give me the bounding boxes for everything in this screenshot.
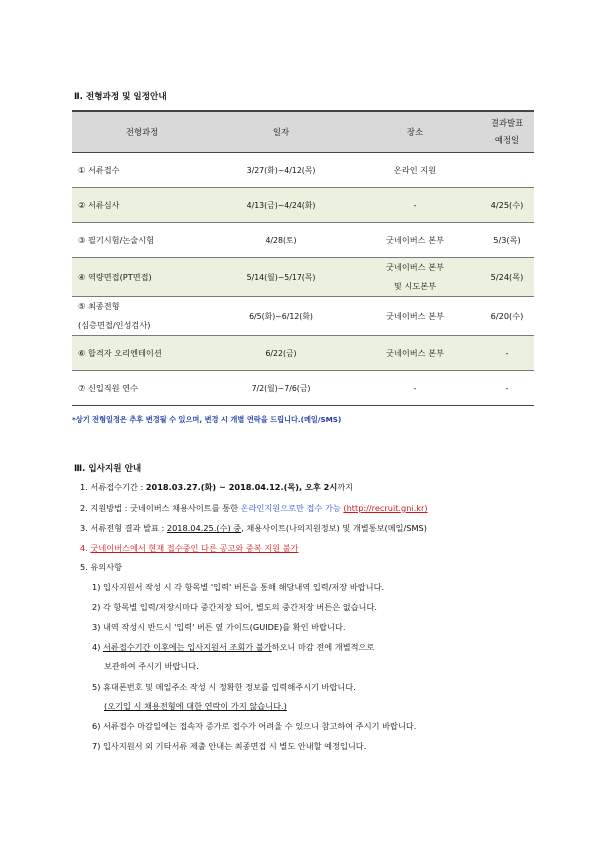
note-2: 2) 각 항목별 입력/저장시마다 중간저장 되어, 별도의 중간저장 버튼은 없습니다.: [92, 602, 377, 612]
cell-date: 5/14(월)~5/17(목): [212, 258, 350, 297]
item-3-line: [80, 523, 427, 534]
cell-stage: ⑦ 신입직원 연수: [72, 371, 212, 406]
note-3: 3) 내역 작성시 반드시 '입력' 버튼 옆 가이드(GUIDE)를 확인 바랍니다.: [92, 622, 346, 632]
note-7: 7) 입사지원서 외 기타서류 제출 안내는 최종면접 시 별도 안내할 예정입니다.: [92, 741, 367, 751]
cell-place: -: [350, 371, 480, 406]
note-5-line2: (오기입 시 채용전형에 대한 연락이 가지 않습니다.): [104, 701, 287, 711]
item-2-line: [80, 503, 428, 514]
schedule-table: [72, 110, 534, 406]
cell-place: 온라인 지원: [350, 153, 480, 188]
schedule-note: *상기 전형일정은 추후 변경될 수 있으며, 변경 시 개별 연락을 드립니다.(메일/SMS): [72, 415, 342, 424]
table-row: [72, 153, 534, 188]
cell-result: [480, 153, 534, 188]
item-1-line: [80, 482, 353, 493]
cell-stage: ② 서류심사: [72, 188, 212, 223]
cell-stage-line1: ⑤ 최종전형: [78, 301, 120, 311]
note-5-line1: 5) 휴대폰번호 및 메일주소 작성 시 정확한 정보를 입력해주시기 바랍니다.: [92, 682, 356, 692]
cell-stage: ① 서류접수: [72, 153, 212, 188]
cell-result: 5/3(목): [480, 223, 534, 258]
item-4-prefix: 4.: [80, 543, 91, 553]
header-place: 장소: [350, 111, 480, 153]
header-result: [480, 111, 534, 153]
header-stage: 전형과정: [72, 111, 212, 153]
cell-result: -: [480, 336, 534, 371]
cell-date: 6/22(금): [212, 336, 350, 371]
note-4-suffix: 하오니 마감 전에 개별적으로: [271, 642, 375, 652]
table-row: [72, 297, 534, 336]
item-2-prefix: 2. 지원방법 : 굿네이버스 채용사이트를 통한: [80, 503, 241, 513]
table-row: [72, 258, 534, 297]
note-4-line2: 보관하여 주시기 바랍니다.: [104, 661, 199, 671]
item-1-suffix: 까지: [337, 482, 354, 492]
note-1: 1) 입사지원서 작성 시 각 항목별 '입력' 버튼을 통해 해당내역 입력/저장 바랍니다.: [92, 582, 385, 592]
section-3-title: Ⅲ. 입사지원 안내: [74, 464, 142, 474]
table-row: [72, 371, 534, 406]
cell-result: 4/25(수): [480, 188, 534, 223]
cell-stage: [72, 297, 212, 336]
cell-date: 7/2(월)~7/6(금): [212, 371, 350, 406]
item-1-period: 2018.03.27.(화) ~ 2018.04.12.(목), 오후 2시: [145, 482, 338, 492]
cell-place: [350, 258, 480, 297]
item-1-prefix: 1. 서류접수기간 :: [80, 482, 146, 492]
section-2-title: Ⅱ. 전형과정 및 일정안내: [74, 92, 167, 102]
item-3-prefix: 3. 서류전형 결과 발표 :: [80, 523, 167, 533]
header-date: 일자: [212, 111, 350, 153]
cell-date: 3/27(화)~4/12(목): [212, 153, 350, 188]
cell-stage: ⑥ 합격자 오리엔테이션: [72, 336, 212, 371]
cell-place: 굿네이버스 본부: [350, 297, 480, 336]
cell-result: 6/20(수): [480, 297, 534, 336]
cell-date: 6/5(화)~6/12(화): [212, 297, 350, 336]
item-5-title: 5. 유의사항: [80, 562, 123, 572]
table-row: [72, 223, 534, 258]
header-result-line1: 결과발표: [490, 118, 524, 128]
cell-result: 5/24(목): [480, 258, 534, 297]
cell-place: 굿네이버스 본부: [350, 336, 480, 371]
cell-result: -: [480, 371, 534, 406]
table-row: [72, 188, 534, 223]
item-3-suffix: , 채용사이트(나의지원정보) 및 개별통보(메일/SMS): [241, 523, 427, 533]
cell-stage-line2: (심층면접/인성검사): [78, 320, 151, 330]
note-4-underlined: 서류접수기간 이후에는 입사지원서 조회가 불가: [103, 642, 272, 652]
recruit-url-link[interactable]: (http://recruit.gni.kr): [343, 503, 428, 513]
item-3-date: 2018.04.25.(수) 중: [166, 523, 242, 533]
table-row: [72, 336, 534, 371]
cell-date: 4/13(금)~4/24(화): [212, 188, 350, 223]
note-4-prefix: 4): [92, 642, 104, 652]
item-2-online-only: 온라인지원으로만 접수 가능: [240, 503, 341, 513]
cell-place-line1: 굿네이버스 본부: [386, 262, 444, 272]
table-header-row: [72, 111, 534, 153]
cell-stage: ④ 역량면접(PT면접): [72, 258, 212, 297]
item-4-line: [80, 543, 298, 554]
cell-place: -: [350, 188, 480, 223]
cell-date: 4/28(토): [212, 223, 350, 258]
note-4-line1: [92, 642, 374, 653]
cell-place-line2: 및 시도본부: [393, 281, 437, 291]
item-4-text: 굿네이버스에서 현재 접수중인 다른 공고와 중복 지원 불가: [90, 543, 299, 553]
header-result-line2: 예정일: [494, 135, 520, 145]
cell-stage: ③ 필기시험/논술시험: [72, 223, 212, 258]
note-6: 6) 서류접수 마감일에는 접속자 증가로 접수가 어려울 수 있으니 참고하여 주시기 바랍니다.: [92, 721, 417, 731]
cell-place: 굿네이버스 본부: [350, 223, 480, 258]
